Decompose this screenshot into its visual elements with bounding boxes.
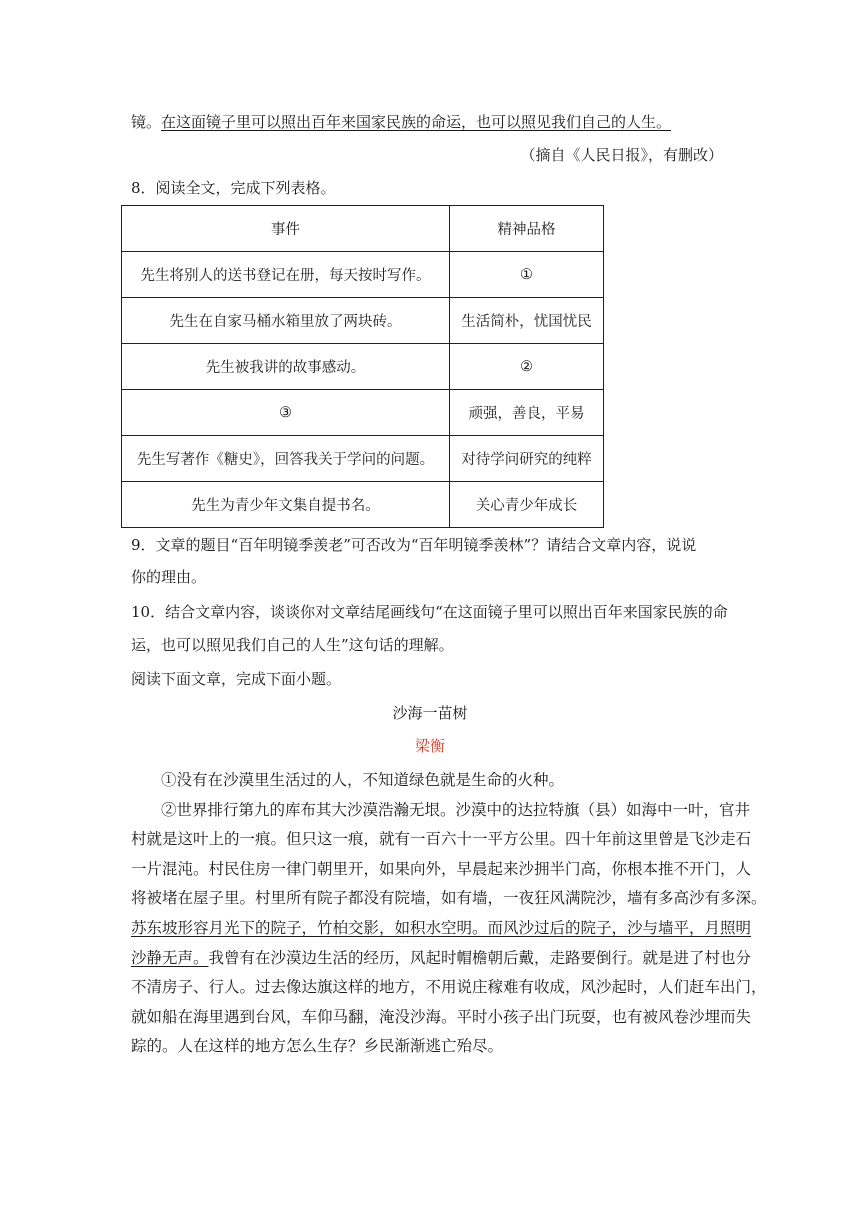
table-cell-quality: ① <box>450 252 604 298</box>
underlined-sentence: 沙静无声。 <box>131 948 209 967</box>
table-row <box>122 436 604 482</box>
table-cell-quality: 对待学问研究的纯粹 <box>450 436 604 482</box>
table-header-quality: 精神品格 <box>450 206 604 252</box>
paragraph-2-line: 将被堵在屋子里。村里所有院子都没有院墙，如有墙，一夜狂风满院沙，墙有多高沙有多深。 <box>131 889 767 908</box>
reading-instruction: 阅读下面文章，完成下面小题。 <box>131 670 342 688</box>
paragraph-2-line: 不清房子、行人。过去像达旗这样的地方，不用说庄稼难有收成，风沙起时，人们赶车出门， <box>131 978 767 997</box>
table-header-row <box>122 206 604 252</box>
question-10-line-2: 运，也可以照见我们自己的人生”这句话的理解。 <box>131 636 454 654</box>
paragraph-2-line: 就如船在海里遇到台风，车仰马翻，淹没沙海。平时小孩子出门玩耍，也有被风卷沙埋而失 <box>131 1007 752 1026</box>
table-cell-event: 先生被我讲的故事感动。 <box>122 344 450 390</box>
question-9-line-2: 你的理由。 <box>131 568 207 586</box>
events-table <box>121 205 604 528</box>
paragraph-2-line: 一片混沌。村民住房一律门朝里开，如果向外，早晨起来沙拥半门高，你根本推不开门，人 <box>131 859 752 878</box>
paragraph-2-line <box>131 914 752 944</box>
table-cell-quality: 顽强，善良，平易 <box>450 390 604 436</box>
question-9-line-1: 9．文章的题目“百年明镜季羡老”可否改为“百年明镜季羡林”？请结合文章内容，说说 <box>131 536 697 554</box>
paragraph-2-line: 踪的。人在这样的地方怎么生存？乡民渐渐逃亡殆尽。 <box>131 1037 504 1056</box>
table-cell-event: ③ <box>122 390 450 436</box>
article-body <box>131 766 767 1062</box>
table-cell-event: 先生写著作《糖史》，回答我关于学问的问题。 <box>122 436 450 482</box>
paragraph-2-line: 村就是这叶上的一痕。但只这一痕，就有一百六十一平方公里。四十年前这里曾是飞沙走石 <box>131 830 752 849</box>
table-cell-event: 先生在自家马桶水箱里放了两块砖。 <box>122 298 450 344</box>
paragraph-2-line: ②世界排行第九的库布其大沙漠浩瀚无垠。沙漠中的达拉特旗（县）如海中一叶，官井 <box>161 800 751 819</box>
source-note: （摘自《人民日报》，有删改） <box>520 146 723 164</box>
table-header-event: 事件 <box>122 206 450 252</box>
article-author: 梁衡 <box>414 737 445 755</box>
table-cell-quality: 关心青少年成长 <box>450 482 604 528</box>
table-cell-quality: ② <box>450 344 604 390</box>
table-cell-event: 先生为青少年文集自提书名。 <box>122 482 450 528</box>
table-row <box>122 344 604 390</box>
paragraph-2-text: 我曾有在沙漠边生活的经历，风起时帽檐朝后戴，走路要倒行。就是进了村也分 <box>208 948 752 967</box>
table-row <box>122 298 604 344</box>
question-10-line-1: 10．结合文章内容，谈谈你对文章结尾画线句“在这面镜子里可以照出百年来国家民族的命 <box>131 603 728 621</box>
table-row <box>122 482 604 528</box>
paragraph-1: ①没有在沙漠里生活过的人，不知道绿色就是生命的火种。 <box>161 771 565 789</box>
article-title: 沙海一苗树 <box>392 704 468 722</box>
table-row <box>122 390 604 436</box>
intro-underlined-sentence: 在这面镜子里可以照出百年来国家民族的命运，也可以照见我们自己的人生。 <box>161 113 672 131</box>
underlined-sentence: 苏东坡形容月光下的院子，竹柏交影，如积水空明。而风沙过后的院子，沙与墙平，月照明 <box>131 918 752 937</box>
paragraph-2-line <box>131 944 752 974</box>
intro-prefix: 镜。 <box>131 113 162 131</box>
table-row <box>122 252 604 298</box>
intro-line <box>131 112 671 132</box>
table-cell-event: 先生将别人的送书登记在册，每天按时写作。 <box>122 252 450 298</box>
table-cell-quality: 生活简朴，忧国忧民 <box>450 298 604 344</box>
question-8-prompt: 8．阅读全文，完成下列表格。 <box>131 179 336 197</box>
